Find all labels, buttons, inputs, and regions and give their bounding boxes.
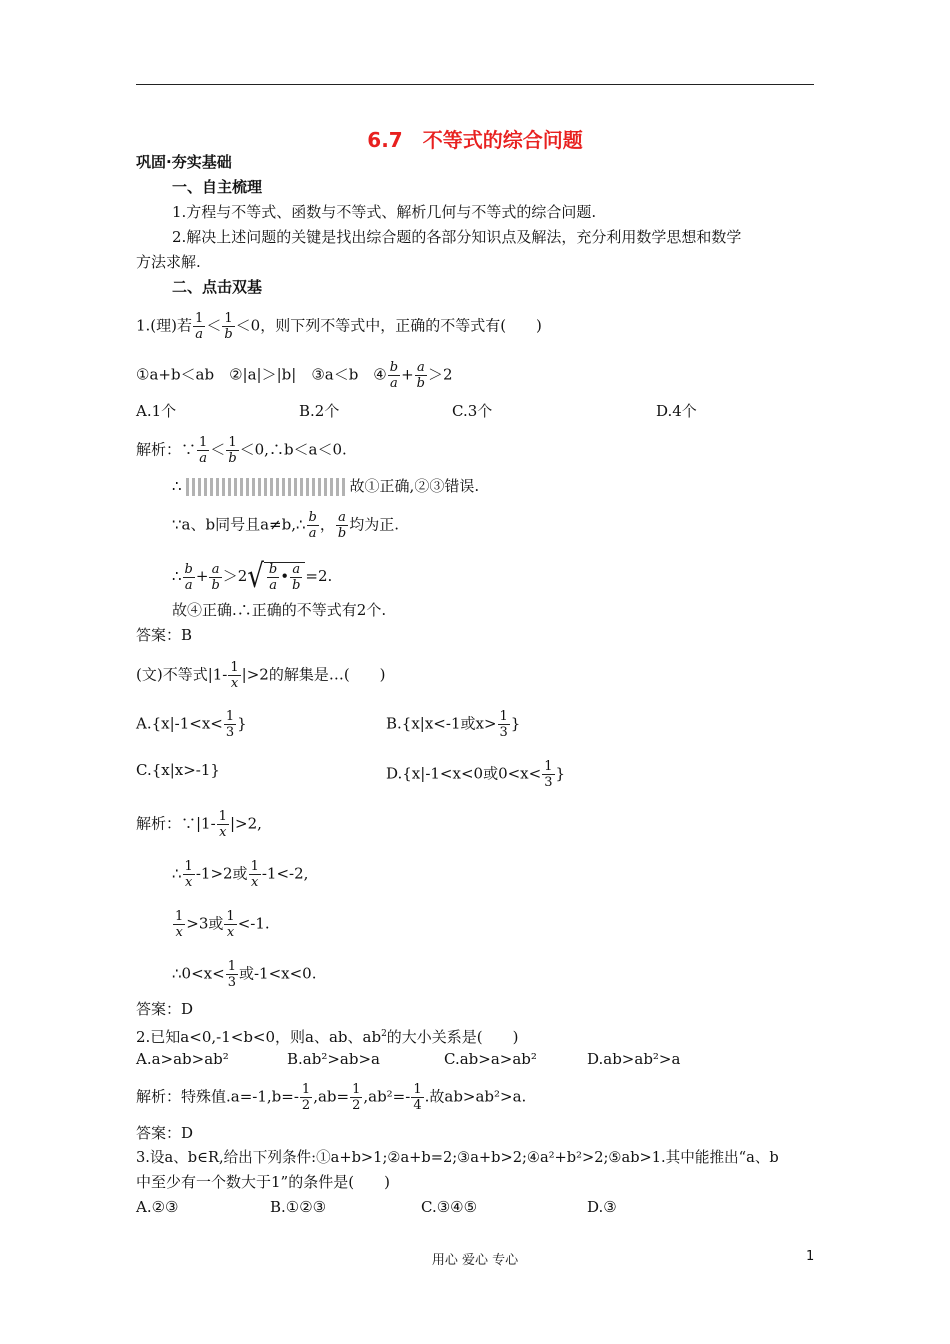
section-heading: 巩固·夯实基础 [136,153,232,171]
q2-answer: 答案：D [136,1124,194,1142]
q1w-answer: 答案：D [136,1000,194,1018]
paragraph-2b: 方法求解. [136,253,201,271]
header-rule [136,84,814,85]
q1w-option-c: C.{x|x>-1} [136,761,220,779]
q1-solution-4: ∴ $\frac{b}{a}$ + $\frac{a}{b}$ ＞2√ $\frac{b}{a}$ • $\frac{a}{b}$ =2. [172,558,333,596]
paragraph-2a: 2.解决上述问题的关键是找出综合题的各部分知识点及解法，充分利用数学思想和数学 [172,228,742,246]
q1w-stem: (文)不等式|1- $\frac{1}{x}$ |>2的解集是…( ) [136,660,386,691]
q1-solution-3: ∵a、b同号且a≠b,∴ $\frac{b}{a}$ ， $\frac{a}{b}$ 均为正. [172,510,399,541]
page-number: 1 [806,1249,815,1264]
q1w-option-a: A.{x|-1<x< $\frac{1}{3}$ } [136,709,247,740]
q1w-solution-4: ∴0<x< $\frac{1}{3}$ 或-1<x<0. [172,959,317,990]
q1-option-d: D.4个 [656,402,697,420]
q3-option-d: D.③ [587,1198,617,1216]
q3-stem-2: 中至少有一个数大于1”的条件是( ) [136,1173,390,1191]
page-title: 6.7 不等式的综合问题 [367,128,583,152]
q1-option-b: B.2个 [299,402,340,420]
q2-option-c: C.ab>a>ab² [444,1050,537,1068]
subheading-2: 二、点击双基 [172,278,263,296]
q2-option-b: B.ab²>ab>a [287,1050,380,1068]
q3-stem-1: 3.设a、b∈R,给出下列条件:①a+b>1;②a+b=2;③a+b>2;④a²+b²>2;⑤ab>1.其中能推出“a、b [136,1149,779,1166]
q1w-solution-2: ∴ $\frac{1}{x}$ -1>2或 $\frac{1}{x}$ -1<-2, [172,859,309,890]
q1-solution-5: 故④正确.∴正确的不等式有2个. [172,601,387,619]
q3-option-b: B.①②③ [270,1198,327,1216]
q1-option-c: C.3个 [452,402,493,420]
q1-answer: 答案：B [136,626,193,644]
q1-statements: ①a+b＜ab ②|a|＞|b| ③a＜b ④ $\frac{b}{a}$ + $\frac{a}{b}$ ＞2 [136,360,453,391]
subheading-1: 一、自主梳理 [172,178,263,196]
q1w-solution-3: $\frac{1}{x}$ >3或 $\frac{1}{x}$ <-1. [175,909,270,940]
q3-option-c: C.③④⑤ [421,1198,478,1216]
q2-solution: 解析：特殊值.a=-1,b=- $\frac{1}{2}$ ,ab= $\frac{1}{2}$ ,ab²=- $\frac{1}{4}$ .故ab>ab²>a. [136,1082,527,1113]
q3-option-a: A.②③ [136,1198,179,1216]
garbled-formula [186,478,346,496]
paragraph-1: 1.方程与不等式、函数与不等式、解析几何与不等式的综合问题. [172,203,597,221]
q1-option-a: A.1个 [136,402,177,420]
q2-stem: 2.已知a<0,-1<b<0，则a、ab、$ab^2$的大小关系是( ) [136,1028,519,1046]
q1-solution-2: ∴ 故①正确,②③错误. [172,477,480,495]
q2-option-a: A.a>ab>ab² [136,1050,229,1068]
q1w-option-d: D.{x|-1<x<0或0<x< $\frac{1}{3}$ } [386,759,566,790]
q1w-solution-1: 解析：∵|1- $\frac{1}{x}$ |>2, [136,809,262,840]
page-footer: 用心 爱心 专心 [431,1253,519,1268]
q1-stem: 1.(理)若 $\frac{1}{a}$ ＜ $\frac{1}{b}$ ＜0，则下列不等式中，正确的不等式有( ) [136,311,542,342]
q1-solution-1: 解析：∵ $\frac{1}{a}$ ＜ $\frac{1}{b}$ ＜0,∴b＜a＜0. [136,435,347,466]
q1w-option-b: B.{x|x<-1或x> $\frac{1}{3}$ } [386,709,521,740]
q2-option-d: D.ab>ab²>a [587,1050,681,1068]
